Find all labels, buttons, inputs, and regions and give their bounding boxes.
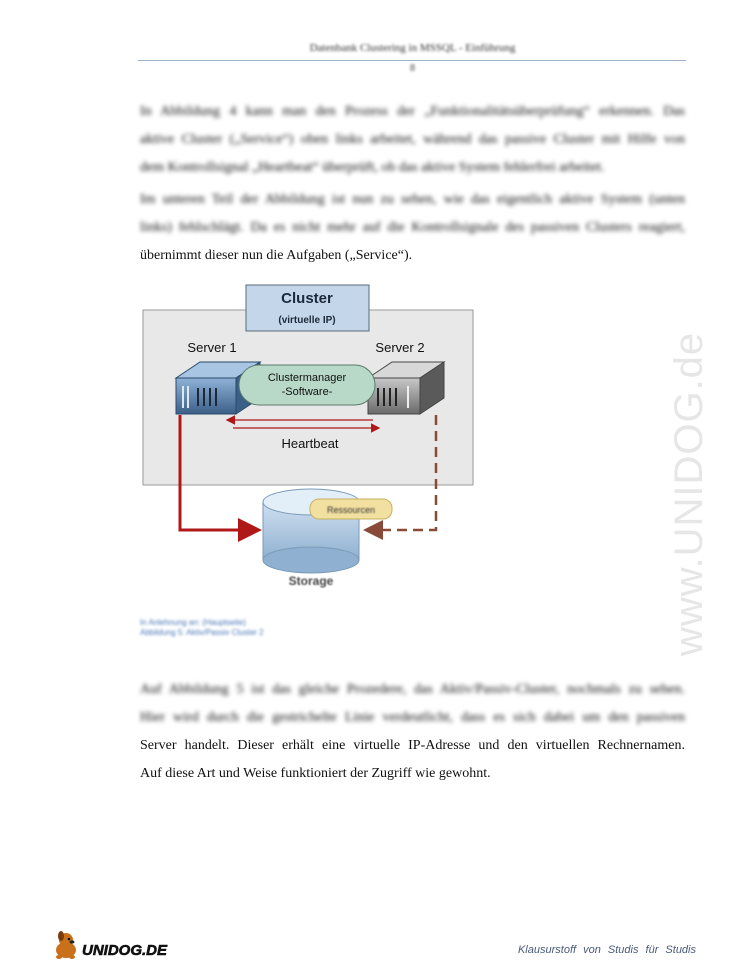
footer-tagline: Klausurstoff von Studis für Studis (517, 944, 696, 956)
header-divider (138, 60, 686, 61)
unidog-logo (50, 928, 175, 964)
paragraph-line: übernimmt dieser nun die Aufgaben („Service“). (140, 248, 413, 263)
page-number: 8 (410, 63, 415, 74)
paragraph-2 (140, 186, 685, 270)
heartbeat-label: Heartbeat (281, 436, 339, 451)
paragraph-line: Hier wird durch die gestrichelte Linie verdeutlicht, dass es sich dabei um den passiven (140, 710, 685, 725)
svg-text:UNIDOG.DE: UNIDOG.DE (82, 942, 168, 959)
paragraph-line: Auf Abbildung 5 ist das gleiche Prozedere, das Aktiv/Passiv-Cluster, nochmals zu sehen. (140, 682, 685, 697)
paragraph-3 (140, 676, 685, 788)
resource-label: Ressourcen (326, 505, 376, 515)
server1-label: Server 1 (187, 340, 237, 355)
caption-title: Abbildung 5: Aktiv/Passiv Cluster 2 (140, 628, 264, 637)
server2-label: Server 2 (375, 340, 425, 355)
storage-label: Storage (288, 574, 334, 588)
paragraph-line: aktive Cluster („Service“) oben links arbeitet, während das passive Cluster mit Hilfe von (140, 132, 685, 147)
cluster-title: Cluster (281, 290, 333, 307)
svg-text:www.UNIDOG.de: www.UNIDOG.de (670, 331, 710, 656)
cluster-subtitle: (virtuelle IP) (278, 315, 336, 326)
clustermanager-sublabel: -Software- (281, 386, 333, 398)
paragraph-line: links) fehlschlägt. Da es nicht mehr auf die Kontrollsignale des passiven Clusters reagiert, (140, 220, 685, 235)
paragraph-line: Server handelt. Dieser erhält eine virtuelle IP-Adresse und den virtuellen Rechnernamen. (140, 738, 685, 753)
paragraph-line: Im unteren Teil der Abbildung ist nun zu sehen, wie das eigentlich aktive System (unten (140, 192, 685, 207)
clustermanager-label: Clustermanager (267, 372, 347, 384)
dog-icon (56, 931, 76, 959)
clustermanager-box (239, 365, 375, 405)
paragraph-line: dem Kontrollsignal „Heartbeat“ überprüft, ob das aktive System fehlerfrei arbeitet. (140, 160, 605, 175)
running-header: Datenbank Clustering in MSSQL - Einführung (309, 42, 516, 54)
server2-icon (368, 362, 444, 414)
figure-caption (140, 618, 264, 638)
cluster-diagram (138, 280, 483, 600)
paragraph-1 (140, 98, 685, 182)
caption-source: In Anlehnung an: (Hauptseite) (140, 618, 246, 627)
paragraph-line: Auf diese Art und Weise funktioniert der Zugriff wie gewohnt. (140, 766, 491, 781)
paragraph-line: In Abbildung 4 kann man den Prozess der „Funktionalitätsüberprüfung“ erkennen. Das (140, 104, 685, 119)
watermark (670, 300, 710, 660)
